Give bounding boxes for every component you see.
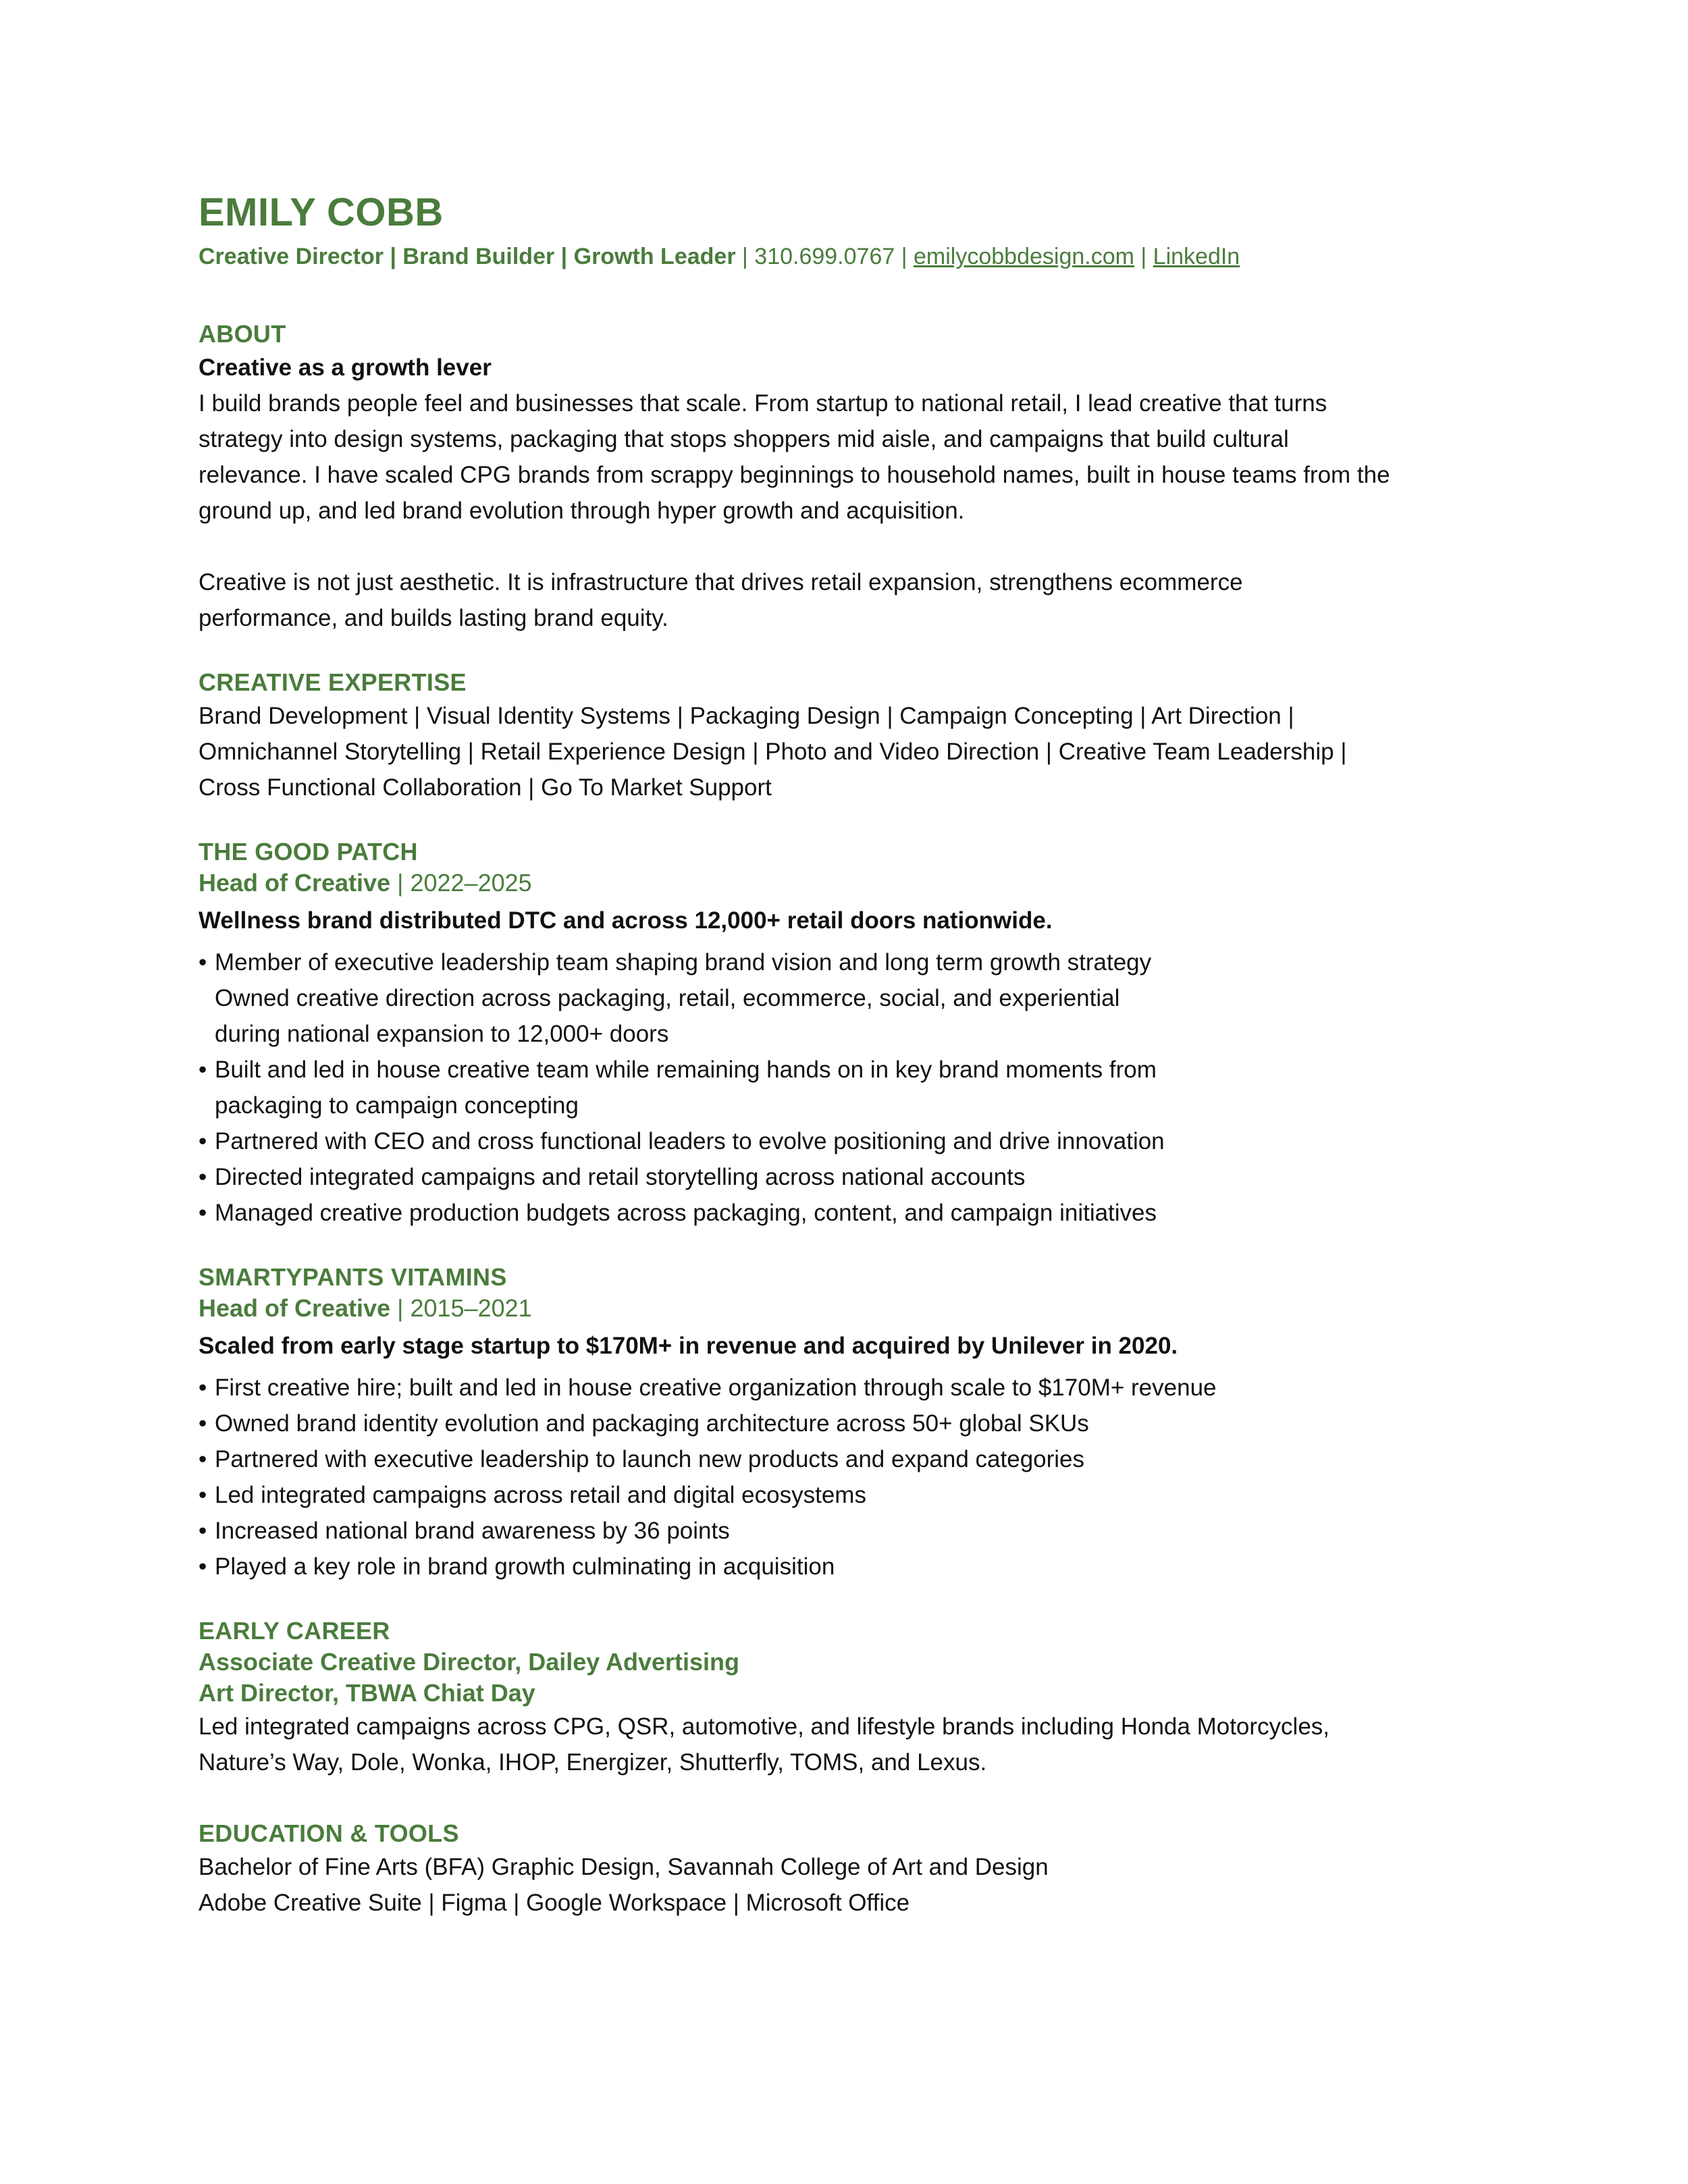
about-section <box>199 319 1502 636</box>
early-career-section <box>199 1616 1502 1780</box>
phone-number: 310.699.0767 <box>754 244 895 269</box>
separator: | <box>390 1294 411 1322</box>
text-line: ground up, and led brand evolution through hyper growth and acquisition. <box>199 498 965 524</box>
job-title: Head of Creative <box>199 869 391 897</box>
bullet-item <box>199 1159 1502 1195</box>
section-heading-expertise: CREATIVE EXPERTISE <box>199 668 467 696</box>
bullet-item <box>199 1195 1502 1231</box>
resume-page <box>199 190 1502 1921</box>
text-line: Bachelor of Fine Arts (BFA) Graphic Design, Savannah College of Art and Design <box>199 1854 1049 1880</box>
education-list <box>199 1849 1502 1921</box>
company-name: THE GOOD PATCH <box>199 838 418 865</box>
bullet-item <box>199 1549 1502 1584</box>
separator: | <box>390 869 411 897</box>
education-section <box>199 1818 1502 1921</box>
about-subheading: Creative as a growth lever <box>199 354 492 381</box>
contact-line <box>199 242 1502 271</box>
text-line: Creative is not just aesthetic. It is infrastructure that drives retail expansion, strengthens ecommerce <box>199 569 1243 595</box>
job-dates: 2022–2025 <box>410 869 532 897</box>
job-bullets <box>199 944 1502 1231</box>
job-title: Head of Creative <box>199 1294 391 1322</box>
role-line <box>199 868 1502 899</box>
website-link[interactable]: emilycobbdesign.com <box>914 244 1134 269</box>
job-dates: 2015–2021 <box>410 1294 532 1322</box>
bullet-text: • Built and led in house creative team while remaining hands on in key brand moments from <box>215 1057 1157 1083</box>
bullet-continuation: packaging to campaign concepting <box>215 1092 579 1119</box>
text-line: performance, and builds lasting brand equity. <box>199 605 668 631</box>
section-heading-early-career: EARLY CAREER <box>199 1617 390 1645</box>
text-line: I build brands people feel and businesses that scale. From startup to national retail, I lead creative that turns <box>199 390 1327 417</box>
text-line: Cross Functional Collaboration | Go To Market Support <box>199 774 772 801</box>
about-paragraph-1 <box>199 385 1502 529</box>
bullet-text: • Increased national brand awareness by 36 points <box>215 1518 730 1544</box>
bullet-text: • Directed integrated campaigns and retail storytelling across national accounts <box>215 1164 1026 1190</box>
job-bullets <box>199 1370 1502 1584</box>
job-smartypants <box>199 1262 1502 1584</box>
separator: | <box>735 244 755 269</box>
bullet-continuation: Owned creative direction across packaging, retail, ecommerce, social, and experiential <box>215 985 1120 1011</box>
role-line <box>199 1293 1502 1324</box>
early-role: Art Director, TBWA Chiat Day <box>199 1679 535 1707</box>
separator: | <box>895 244 914 269</box>
bullet-item <box>199 1513 1502 1549</box>
bullet-item <box>199 1477 1502 1513</box>
bullet-text: • Partnered with executive leadership to launch new products and expand categories <box>215 1446 1085 1472</box>
bullet-text: • Led integrated campaigns across retail and digital ecosystems <box>215 1482 866 1508</box>
text-line: Omnichannel Storytelling | Retail Experience Design | Photo and Video Direction | Creative Team Leadership | <box>199 739 1347 765</box>
bullet-text: • Owned brand identity evolution and packaging architecture across 50+ global SKUs <box>215 1410 1089 1437</box>
expertise-section <box>199 667 1502 805</box>
bullet-text: • Played a key role in brand growth culminating in acquisition <box>215 1553 835 1580</box>
early-career-description <box>199 1709 1502 1780</box>
job-good-patch <box>199 836 1502 1231</box>
early-role: Associate Creative Director, Dailey Advertising <box>199 1648 739 1676</box>
job-summary: Scaled from early stage startup to $170M+ in revenue and acquired by Unilever in 2020. <box>199 1333 1178 1359</box>
text-line: Led integrated campaigns across CPG, QSR, automotive, and lifestyle brands including Honda Motorcycles, <box>199 1713 1330 1740</box>
text-line: Brand Development | Visual Identity Systems | Packaging Design | Campaign Concepting | Art Direction | <box>199 703 1294 729</box>
bullet-item <box>199 1123 1502 1159</box>
bullet-text: • Managed creative production budgets across packaging, content, and campaign initiatives <box>215 1200 1157 1226</box>
section-heading-education: EDUCATION & TOOLS <box>199 1819 459 1847</box>
linkedin-link[interactable]: LinkedIn <box>1153 244 1240 269</box>
text-line: Nature’s Way, Dole, Wonka, IHOP, Energizer, Shutterfly, TOMS, and Lexus. <box>199 1749 987 1776</box>
bullet-item <box>199 1406 1502 1441</box>
candidate-name: EMILY COBB <box>199 190 444 234</box>
separator: | <box>1134 244 1153 269</box>
text-line: relevance. I have scaled CPG brands from scrappy beginnings to household names, built in house teams from the <box>199 462 1390 488</box>
text-line: strategy into design systems, packaging that stops shoppers mid aisle, and campaigns that build cultural <box>199 426 1289 452</box>
job-summary: Wellness brand distributed DTC and across 12,000+ retail doors nationwide. <box>199 907 1053 934</box>
bullet-item <box>199 1052 1502 1123</box>
text-line: Adobe Creative Suite | Figma | Google Workspace | Microsoft Office <box>199 1890 910 1916</box>
bullet-text: • Member of executive leadership team shaping brand vision and long term growth strategy <box>215 949 1152 976</box>
section-heading-about: ABOUT <box>199 320 286 348</box>
expertise-list <box>199 698 1502 805</box>
bullet-item <box>199 1441 1502 1477</box>
bullet-text: • Partnered with CEO and cross functional leaders to evolve positioning and drive innovation <box>215 1128 1165 1154</box>
company-name: SMARTYPANTS VITAMINS <box>199 1263 507 1291</box>
bullet-continuation: during national expansion to 12,000+ doors <box>215 1021 669 1047</box>
bullet-text: • First creative hire; built and led in house creative organization through scale to $170M+ revenue <box>215 1375 1217 1401</box>
bullet-item <box>199 1370 1502 1406</box>
tagline: Creative Director | Brand Builder | Growth Leader <box>199 244 736 269</box>
bullet-item <box>199 944 1502 1052</box>
about-paragraph-2 <box>199 564 1502 636</box>
